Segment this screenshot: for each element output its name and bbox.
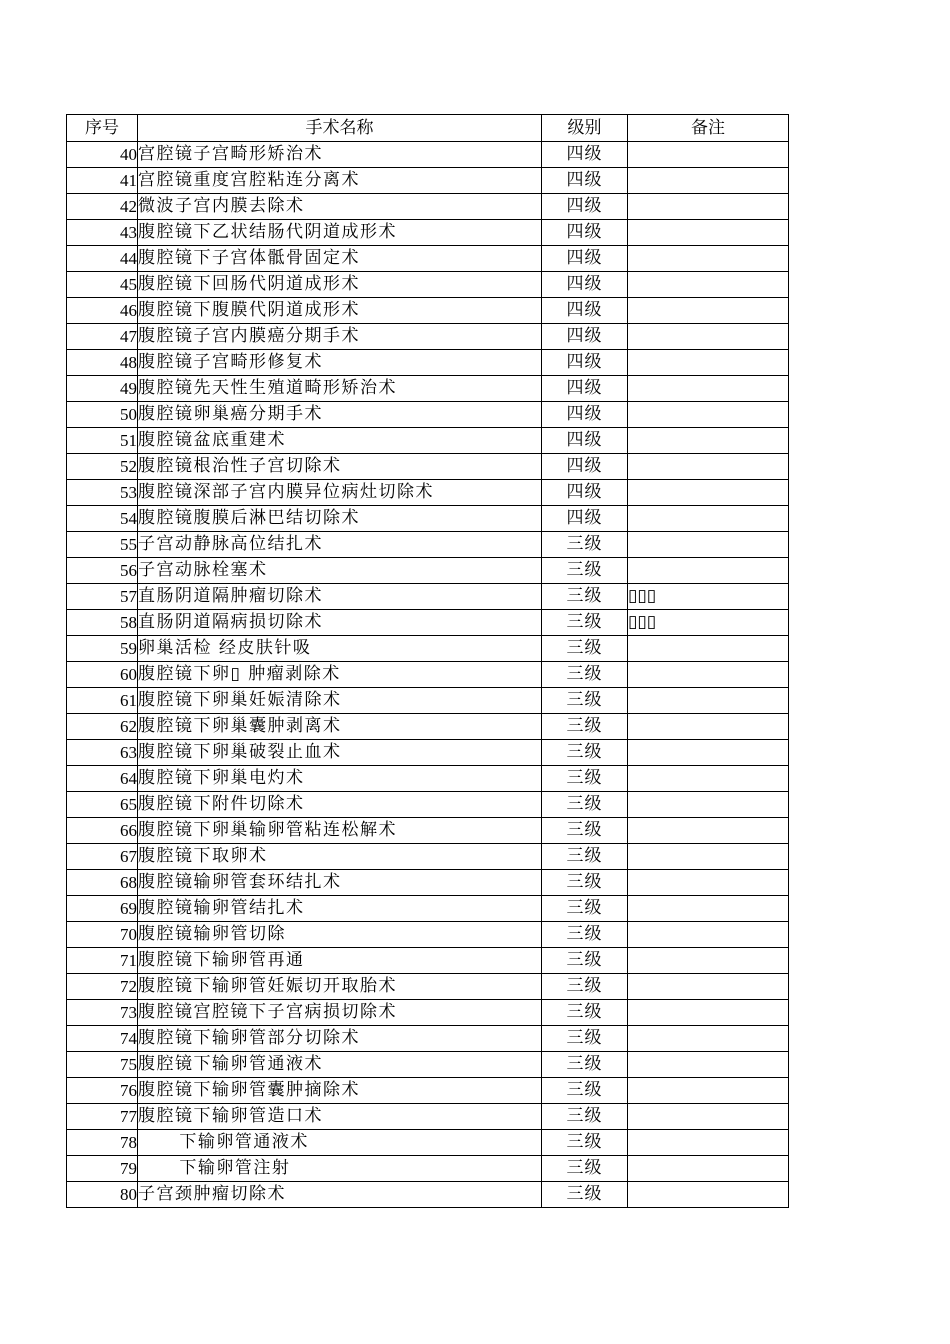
level-cell: 三级 xyxy=(542,1000,628,1026)
procedure-name-cell: 直肠阴道隔肿瘤切除术 xyxy=(138,584,542,610)
remarks-cell xyxy=(628,688,789,714)
table-row xyxy=(67,480,789,506)
remarks-cell xyxy=(628,636,789,662)
table-row xyxy=(67,766,789,792)
procedure-name-cell: 腹腔镜下卵巢电灼术 xyxy=(138,766,542,792)
serial-number-cell: 80 xyxy=(67,1182,138,1208)
remarks-cell xyxy=(628,324,789,350)
table-row xyxy=(67,506,789,532)
level-cell: 三级 xyxy=(542,584,628,610)
procedure-name-cell: 宫腔镜重度宫腔粘连分离术 xyxy=(138,168,542,194)
procedure-name-cell: 腹腔镜腹膜后淋巴结切除术 xyxy=(138,506,542,532)
procedure-name-cell: 腹腔镜下卵巢破裂止血术 xyxy=(138,740,542,766)
table-row xyxy=(67,272,789,298)
level-cell: 四级 xyxy=(542,454,628,480)
serial-number-cell: 45 xyxy=(67,272,138,298)
remarks-cell xyxy=(628,870,789,896)
table-row xyxy=(67,532,789,558)
procedure-name-cell: 腹腔镜下附件切除术 xyxy=(138,792,542,818)
serial-number-cell: 68 xyxy=(67,870,138,896)
serial-number-cell: 52 xyxy=(67,454,138,480)
level-cell: 三级 xyxy=(542,1104,628,1130)
procedure-name-cell: 腹腔镜下回肠代阴道成形术 xyxy=(138,272,542,298)
procedure-name-cell: 腹腔镜子宫畸形修复术 xyxy=(138,350,542,376)
remarks-cell xyxy=(628,220,789,246)
table-row xyxy=(67,896,789,922)
level-cell: 三级 xyxy=(542,714,628,740)
header-remarks: 备注 xyxy=(628,115,789,142)
procedure-name-cell: 下输卵管通液术 xyxy=(138,1130,542,1156)
serial-number-cell: 44 xyxy=(67,246,138,272)
table-row xyxy=(67,1130,789,1156)
procedure-name-cell: 腹腔镜输卵管切除 xyxy=(138,922,542,948)
table-row xyxy=(67,376,789,402)
table-row xyxy=(67,792,789,818)
procedure-name-cell: 腹腔镜下腹膜代阴道成形术 xyxy=(138,298,542,324)
table-row xyxy=(67,714,789,740)
level-cell: 三级 xyxy=(542,870,628,896)
level-cell: 四级 xyxy=(542,246,628,272)
procedure-name-cell: 子宫动脉栓塞术 xyxy=(138,558,542,584)
remarks-cell xyxy=(628,194,789,220)
remarks-cell xyxy=(628,1078,789,1104)
table-row xyxy=(67,740,789,766)
serial-number-cell: 61 xyxy=(67,688,138,714)
table-row xyxy=(67,168,789,194)
procedure-name-cell: 腹腔镜下输卵管再通 xyxy=(138,948,542,974)
table-row xyxy=(67,1000,789,1026)
procedure-name-cell: 卵巢活检 经皮肤针吸 xyxy=(138,636,542,662)
table-body xyxy=(67,142,789,1208)
serial-number-cell: 71 xyxy=(67,948,138,974)
serial-number-cell: 79 xyxy=(67,1156,138,1182)
serial-number-cell: 75 xyxy=(67,1052,138,1078)
level-cell: 三级 xyxy=(542,610,628,636)
remarks-cell xyxy=(628,558,789,584)
remarks-cell xyxy=(628,272,789,298)
table-row xyxy=(67,1078,789,1104)
serial-number-cell: 59 xyxy=(67,636,138,662)
table-row xyxy=(67,558,789,584)
procedure-name-cell: 直肠阴道隔病损切除术 xyxy=(138,610,542,636)
level-cell: 四级 xyxy=(542,428,628,454)
header-serial-number: 序号 xyxy=(67,115,138,142)
serial-number-cell: 64 xyxy=(67,766,138,792)
remarks-cell xyxy=(628,844,789,870)
remarks-cell xyxy=(628,766,789,792)
serial-number-cell: 48 xyxy=(67,350,138,376)
serial-number-cell: 73 xyxy=(67,1000,138,1026)
procedure-name-cell: 腹腔镜下输卵管造口术 xyxy=(138,1104,542,1130)
serial-number-cell: 70 xyxy=(67,922,138,948)
remarks-cell xyxy=(628,428,789,454)
serial-number-cell: 58 xyxy=(67,610,138,636)
remarks-cell: ▯▯▯ xyxy=(628,584,789,610)
table-row xyxy=(67,662,789,688)
header-level: 级别 xyxy=(542,115,628,142)
procedure-name-cell: 腹腔镜下卵巢囊肿剥离术 xyxy=(138,714,542,740)
procedure-name-cell: 子宫颈肿瘤切除术 xyxy=(138,1182,542,1208)
level-cell: 三级 xyxy=(542,896,628,922)
level-cell: 三级 xyxy=(542,662,628,688)
level-cell: 四级 xyxy=(542,168,628,194)
serial-number-cell: 50 xyxy=(67,402,138,428)
table-row xyxy=(67,428,789,454)
remarks-cell xyxy=(628,376,789,402)
procedure-name-cell: 腹腔镜下卵巢妊娠清除术 xyxy=(138,688,542,714)
serial-number-cell: 57 xyxy=(67,584,138,610)
remarks-cell xyxy=(628,714,789,740)
serial-number-cell: 53 xyxy=(67,480,138,506)
procedure-name-cell: 腹腔镜下输卵管通液术 xyxy=(138,1052,542,1078)
procedure-name-cell: 腹腔镜子宫内膜癌分期手术 xyxy=(138,324,542,350)
level-cell: 三级 xyxy=(542,1156,628,1182)
serial-number-cell: 67 xyxy=(67,844,138,870)
level-cell: 四级 xyxy=(542,506,628,532)
serial-number-cell: 62 xyxy=(67,714,138,740)
level-cell: 四级 xyxy=(542,272,628,298)
remarks-cell xyxy=(628,402,789,428)
remarks-cell xyxy=(628,1026,789,1052)
procedure-name-cell: 腹腔镜下卵巢输卵管粘连松解术 xyxy=(138,818,542,844)
table-row xyxy=(67,688,789,714)
procedure-name-cell: 子宫动静脉高位结扎术 xyxy=(138,532,542,558)
table-row xyxy=(67,922,789,948)
procedure-name-cell: 腹腔镜下乙状结肠代阴道成形术 xyxy=(138,220,542,246)
serial-number-cell: 72 xyxy=(67,974,138,1000)
level-cell: 三级 xyxy=(542,688,628,714)
level-cell: 三级 xyxy=(542,922,628,948)
serial-number-cell: 78 xyxy=(67,1130,138,1156)
level-cell: 四级 xyxy=(542,142,628,168)
serial-number-cell: 74 xyxy=(67,1026,138,1052)
procedure-name-cell: 宫腔镜子宫畸形矫治术 xyxy=(138,142,542,168)
level-cell: 三级 xyxy=(542,532,628,558)
table-row xyxy=(67,870,789,896)
serial-number-cell: 49 xyxy=(67,376,138,402)
procedure-name-cell: 下输卵管注射 xyxy=(138,1156,542,1182)
remarks-cell xyxy=(628,298,789,324)
procedure-name-cell: 腹腔镜输卵管结扎术 xyxy=(138,896,542,922)
table-row xyxy=(67,1052,789,1078)
table-row xyxy=(67,610,789,636)
level-cell: 三级 xyxy=(542,1026,628,1052)
table-row xyxy=(67,298,789,324)
serial-number-cell: 41 xyxy=(67,168,138,194)
table-row xyxy=(67,402,789,428)
remarks-cell xyxy=(628,246,789,272)
level-cell: 三级 xyxy=(542,558,628,584)
procedure-name-cell: 腹腔镜先天性生殖道畸形矫治术 xyxy=(138,376,542,402)
serial-number-cell: 40 xyxy=(67,142,138,168)
table-row xyxy=(67,844,789,870)
table-row xyxy=(67,818,789,844)
remarks-cell xyxy=(628,506,789,532)
level-cell: 三级 xyxy=(542,818,628,844)
level-cell: 四级 xyxy=(542,194,628,220)
remarks-cell xyxy=(628,922,789,948)
serial-number-cell: 47 xyxy=(67,324,138,350)
remarks-cell xyxy=(628,948,789,974)
table-row xyxy=(67,1156,789,1182)
level-cell: 三级 xyxy=(542,740,628,766)
procedure-name-cell: 腹腔镜下子宫体骶骨固定术 xyxy=(138,246,542,272)
remarks-cell xyxy=(628,1052,789,1078)
procedure-name-cell: 腹腔镜盆底重建术 xyxy=(138,428,542,454)
level-cell: 三级 xyxy=(542,1130,628,1156)
remarks-cell xyxy=(628,1156,789,1182)
remarks-cell xyxy=(628,454,789,480)
serial-number-cell: 56 xyxy=(67,558,138,584)
table-row xyxy=(67,220,789,246)
table-row xyxy=(67,948,789,974)
procedure-table xyxy=(66,114,789,1208)
level-cell: 四级 xyxy=(542,376,628,402)
procedure-name-cell: 腹腔镜卵巢癌分期手术 xyxy=(138,402,542,428)
remarks-cell xyxy=(628,142,789,168)
serial-number-cell: 63 xyxy=(67,740,138,766)
table-row xyxy=(67,350,789,376)
level-cell: 三级 xyxy=(542,1078,628,1104)
serial-number-cell: 60 xyxy=(67,662,138,688)
table-row xyxy=(67,454,789,480)
remarks-cell xyxy=(628,168,789,194)
procedure-name-cell: 腹腔镜宫腔镜下子宫病损切除术 xyxy=(138,1000,542,1026)
table-row xyxy=(67,324,789,350)
procedure-name-cell: 腹腔镜下卵▯ 肿瘤剥除术 xyxy=(138,662,542,688)
level-cell: 三级 xyxy=(542,974,628,1000)
remarks-cell xyxy=(628,740,789,766)
table-row xyxy=(67,636,789,662)
remarks-cell xyxy=(628,896,789,922)
level-cell: 三级 xyxy=(542,636,628,662)
remarks-cell xyxy=(628,1130,789,1156)
serial-number-cell: 69 xyxy=(67,896,138,922)
serial-number-cell: 77 xyxy=(67,1104,138,1130)
level-cell: 三级 xyxy=(542,948,628,974)
procedure-name-cell: 腹腔镜下取卵术 xyxy=(138,844,542,870)
level-cell: 四级 xyxy=(542,324,628,350)
procedure-name-cell: 腹腔镜下输卵管部分切除术 xyxy=(138,1026,542,1052)
remarks-cell xyxy=(628,480,789,506)
level-cell: 三级 xyxy=(542,1182,628,1208)
table-row xyxy=(67,246,789,272)
remarks-cell: ▯▯▯ xyxy=(628,610,789,636)
level-cell: 三级 xyxy=(542,844,628,870)
remarks-cell xyxy=(628,662,789,688)
table-row xyxy=(67,1182,789,1208)
table-row xyxy=(67,142,789,168)
level-cell: 三级 xyxy=(542,792,628,818)
serial-number-cell: 66 xyxy=(67,818,138,844)
serial-number-cell: 42 xyxy=(67,194,138,220)
remarks-cell xyxy=(628,818,789,844)
remarks-cell xyxy=(628,1104,789,1130)
procedure-name-cell: 腹腔镜下输卵管囊肿摘除术 xyxy=(138,1078,542,1104)
remarks-cell xyxy=(628,350,789,376)
remarks-cell xyxy=(628,974,789,1000)
level-cell: 三级 xyxy=(542,1052,628,1078)
level-cell: 四级 xyxy=(542,350,628,376)
procedure-name-cell: 微波子宫内膜去除术 xyxy=(138,194,542,220)
serial-number-cell: 51 xyxy=(67,428,138,454)
table-row xyxy=(67,1104,789,1130)
procedure-table-container xyxy=(66,114,789,1208)
level-cell: 三级 xyxy=(542,766,628,792)
table-row xyxy=(67,1026,789,1052)
level-cell: 四级 xyxy=(542,402,628,428)
procedure-name-cell: 腹腔镜根治性子宫切除术 xyxy=(138,454,542,480)
serial-number-cell: 55 xyxy=(67,532,138,558)
serial-number-cell: 76 xyxy=(67,1078,138,1104)
procedure-name-cell: 腹腔镜输卵管套环结扎术 xyxy=(138,870,542,896)
table-row xyxy=(67,194,789,220)
serial-number-cell: 54 xyxy=(67,506,138,532)
remarks-cell xyxy=(628,1182,789,1208)
table-header-row xyxy=(67,115,789,142)
level-cell: 四级 xyxy=(542,298,628,324)
level-cell: 四级 xyxy=(542,480,628,506)
remarks-cell xyxy=(628,1000,789,1026)
level-cell: 四级 xyxy=(542,220,628,246)
table-row xyxy=(67,974,789,1000)
serial-number-cell: 43 xyxy=(67,220,138,246)
serial-number-cell: 46 xyxy=(67,298,138,324)
remarks-cell xyxy=(628,532,789,558)
procedure-name-cell: 腹腔镜下输卵管妊娠切开取胎术 xyxy=(138,974,542,1000)
header-procedure-name: 手术名称 xyxy=(138,115,542,142)
table-row xyxy=(67,584,789,610)
remarks-cell xyxy=(628,792,789,818)
procedure-name-cell: 腹腔镜深部子宫内膜异位病灶切除术 xyxy=(138,480,542,506)
serial-number-cell: 65 xyxy=(67,792,138,818)
